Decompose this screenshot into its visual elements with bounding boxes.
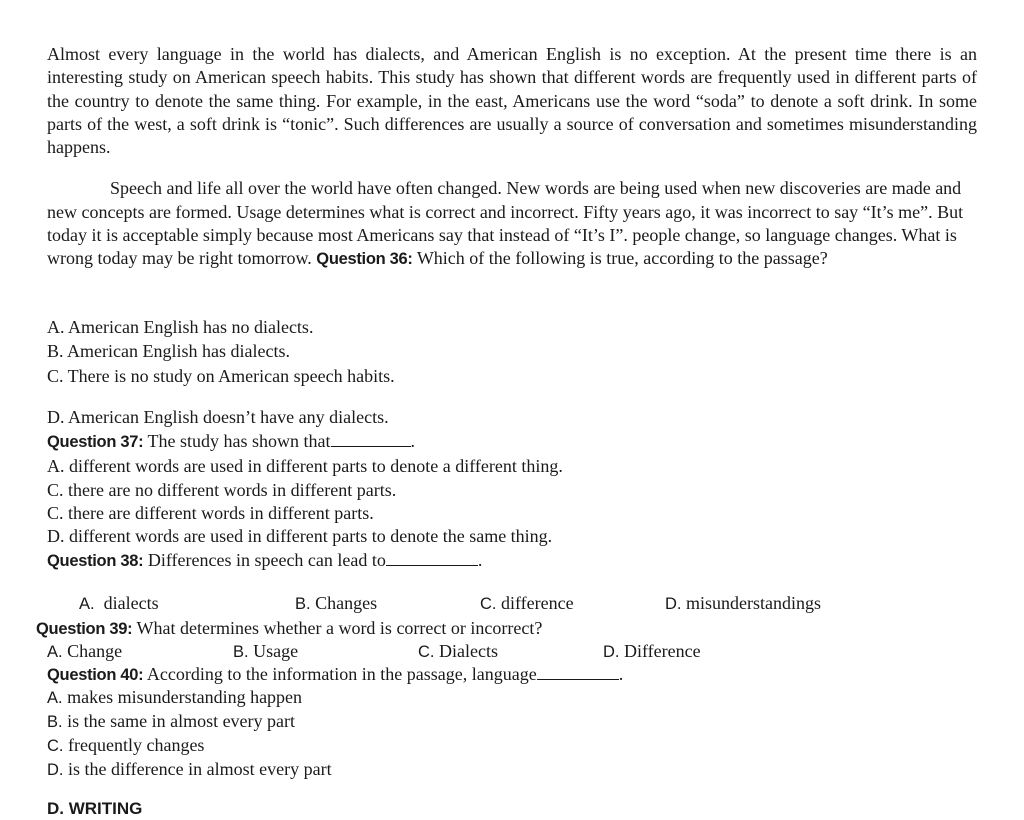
q39-option-b-text: Usage — [253, 641, 299, 661]
question-37 — [47, 430, 415, 454]
q40-option-b-text: is the same in almost every part — [67, 711, 296, 731]
q39-option-d — [603, 640, 701, 664]
q40-option-a — [47, 686, 302, 710]
question-37-label: Question 37: — [47, 433, 144, 451]
q38-option-a-text: dialects — [103, 593, 159, 613]
q38-option-a — [79, 592, 159, 616]
q38-option-a-letter: A. — [79, 595, 95, 613]
q40-option-d-letter: D. — [47, 761, 64, 779]
q38-option-b — [295, 592, 377, 616]
q38-option-b-letter: B. — [295, 595, 311, 613]
q36-option-b: B. American English has dialects. — [47, 341, 290, 361]
document-page — [47, 43, 977, 272]
q39-option-c — [418, 640, 498, 664]
passage-paragraph-1: Almost every language in the world has dialects, and American English is no exception. At the present time there is an interesting study on American speech habits. This study has shown that different words are frequently used in different parts of the country to denote the same thing. For example, in the east, Americans use the word “soda” to denote a soft drink. In some parts of the west, a soft drink is “tonic”. Such differences are usually a source of conversation and sometimes misunderstanding happens. — [47, 44, 977, 158]
q36-option-a: A. American English has no dialects. — [47, 317, 314, 337]
q40-option-c — [47, 734, 204, 758]
q38-option-d-letter: D. — [665, 595, 682, 613]
question-40-end: . — [618, 664, 624, 684]
q39-option-b-letter: B. — [233, 643, 249, 661]
q39-option-b — [233, 640, 298, 664]
q37-option-3: C. there are different words in different parts. — [47, 503, 374, 523]
q40-option-a-text: makes misunderstanding happen — [67, 687, 303, 707]
q39-option-c-text: Dialects — [439, 641, 498, 661]
question-38 — [47, 549, 482, 573]
q36-option-c: C. There is no study on American speech habits. — [47, 366, 395, 386]
q40-option-a-letter: A. — [47, 689, 63, 707]
q36-option-d: D. American English doesn’t have any dialects. — [47, 407, 389, 427]
question-37-end: . — [410, 431, 416, 451]
answer-blank — [537, 664, 619, 680]
passage-paragraph-2-text: Speech and life all over the world have often changed. New words are being used when new discoveries are made and new concepts are formed. Usage determines what is correct and incorrect. Fifty years ago, it was incorrect to say “It’s me”. But today it is acceptable simply because most Americans say that instead of “It’s I”. people change, so language changes. What is wrong today may be right tomorrow. — [47, 178, 964, 269]
question-38-label: Question 38: — [47, 552, 144, 570]
question-37-text: The study has shown that — [147, 431, 331, 451]
q37-option-4: D. different words are used in different parts to denote the same thing. — [47, 526, 553, 546]
q39-option-a — [47, 640, 122, 664]
q39-option-a-text: Change — [67, 641, 123, 661]
q39-option-a-letter: A. — [47, 643, 63, 661]
answer-blank — [331, 431, 411, 447]
question-38-end: . — [477, 550, 483, 570]
q40-option-b-letter: B. — [47, 713, 63, 731]
q38-option-b-text: Changes — [315, 593, 378, 613]
q40-option-d-text: is the difference in almost every part — [68, 759, 332, 779]
q40-option-b — [47, 710, 295, 734]
q38-option-c-text: difference — [501, 593, 574, 613]
q38-option-d — [665, 592, 821, 616]
q38-option-c-letter: C. — [480, 595, 497, 613]
q39-option-c-letter: C. — [418, 643, 435, 661]
question-39 — [36, 617, 542, 641]
question-39-text: What determines whether a word is correct or incorrect? — [136, 618, 543, 638]
q39-option-d-letter: D. — [603, 643, 620, 661]
q38-option-d-text: misunderstandings — [686, 593, 821, 613]
q37-option-2: C. there are no different words in different parts. — [47, 480, 397, 500]
question-40-label: Question 40: — [47, 666, 144, 684]
passage-paragraph-2 — [47, 177, 977, 271]
question-39-label: Question 39: — [36, 620, 133, 638]
q40-option-c-letter: C. — [47, 737, 64, 755]
next-section-heading: D. WRITING — [47, 799, 143, 818]
q40-option-d — [47, 758, 332, 782]
question-36-text: Which of the following is true, according to the passage? — [416, 248, 828, 269]
question-38-text: Differences in speech can lead to — [147, 550, 386, 570]
question-36-label: Question 36: — [316, 250, 413, 269]
question-40 — [47, 663, 623, 687]
q39-option-d-text: Difference — [624, 641, 701, 661]
q40-option-c-text: frequently changes — [68, 735, 205, 755]
q38-option-c — [480, 592, 574, 616]
q37-option-1: A. different words are used in different parts to denote a different thing. — [47, 456, 563, 476]
question-40-text: According to the information in the passage, language — [146, 664, 537, 684]
answer-blank — [386, 550, 478, 566]
